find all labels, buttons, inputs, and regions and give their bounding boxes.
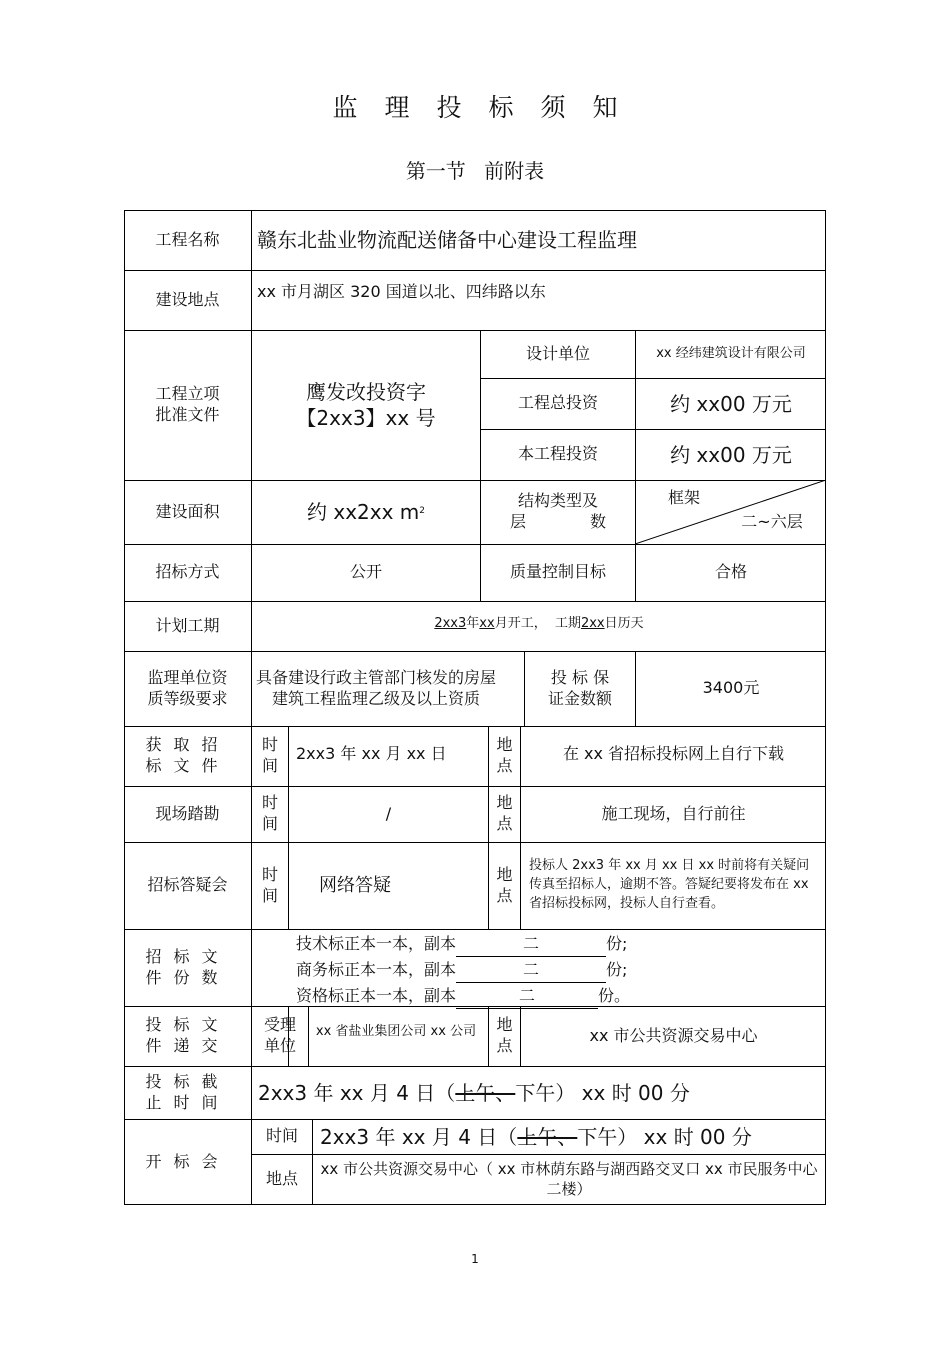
approval-value-line2: 【2xx3】xx 号 [296,406,436,430]
approval-value [252,330,480,480]
qa-label: 招标答疑会 [147,875,228,895]
site-visit-place-value: 施工现场，自行前往 [601,803,746,823]
bid-method-value: 公开 [349,562,382,582]
copies-line-qualification-text: 资格标正本一本，副本 [296,986,457,1005]
structure-floors-value: 二~六层 [741,511,803,531]
design-unit-value: xx 经纬建筑设计有限公司 [656,345,806,361]
deadline-label-line2: 止时间 [145,1092,230,1112]
copies-line-technical-count: 二 [456,931,606,957]
section-number: 第一节 [405,159,466,183]
structure-label-line2a: 层 [510,512,527,531]
location-label: 建设地点 [155,289,220,309]
qa-place-value: 投标人 2xx3 年 xx 月 xx 日 xx 时前将有关疑问传真至招标人，逾期不答。答疑纪要将发布在 xx 省招标投标网，投标人自行查看。 [529,858,810,911]
obtain-label-line2: 标文件 [145,756,230,775]
this-investment-label: 本工程投资 [517,444,598,464]
submit-place-label-line1: 地 [496,1015,513,1035]
qualification-label-line1: 监理单位资 [147,667,228,687]
structure-type-value: 框架 [667,487,700,507]
submit-recv-label-line2: 单位 [263,1036,296,1055]
project-name-label: 工程名称 [155,229,220,249]
copies-line-technical [296,931,716,957]
opening-time-b: 下午） xx 时 00 分 [577,1124,752,1149]
area-value [252,480,480,544]
deposit-label [525,651,635,726]
site-visit-place-label-line2: 点 [496,814,513,833]
submit-place-label-line2: 点 [496,1036,513,1055]
copies-line-commercial [296,957,716,983]
schedule-month-unit: 月开工， 工期 [494,615,581,631]
deadline-value-b: 下午） xx 时 00 分 [515,1080,690,1105]
obtain-label [124,726,251,786]
submit-label [124,1006,251,1066]
obtain-place-label [489,726,520,786]
deposit-label-line2: 证金数额 [547,688,612,708]
qa-place-label-line1: 地 [496,864,513,884]
qa-place-label-line2: 点 [496,885,513,905]
page-title: 监理投标须知 [332,93,645,122]
site-visit-time-value: / [385,803,392,823]
copies-line-qualification-count: 二 [456,983,598,1009]
submit-label-line2: 件递交 [145,1036,230,1055]
qa-time-label-line2: 间 [261,885,278,905]
copies-label [124,929,251,1006]
section-name: 前附表 [484,159,545,183]
section-title [0,155,950,184]
site-visit-time-label [252,786,288,842]
copies-line-commercial-unit: 份; [606,960,628,979]
approval-label [124,330,251,480]
submit-label-line1: 投标文 [145,1015,230,1035]
site-visit-time-label-line1: 时 [261,793,278,813]
schedule-year: 2xx3 [434,615,467,631]
page-number: 1 [471,1252,479,1266]
bid-method-label: 招标方式 [155,562,220,582]
approval-value-line1: 鹰发改投资字 [306,380,426,404]
schedule-month: xx [479,615,495,631]
approval-label-line2: 批准文件 [155,405,220,424]
deadline-value [258,1066,824,1119]
opening-place-label: 地点 [265,1169,298,1189]
opening-time-label: 时间 [265,1126,298,1146]
deadline-label [124,1066,251,1119]
submit-recv-label-line1: 受理 [263,1015,296,1035]
project-name-value: 赣东北盐业物流配送储备中心建设工程监理 [257,228,637,252]
qa-time-value: 网络答疑 [319,874,391,896]
submit-recv-label [252,1006,308,1066]
obtain-time-value: 2xx3 年 xx 月 xx 日 [296,743,447,763]
copies-line-commercial-text: 商务标正本一本，副本 [296,960,457,979]
location-value: xx 市月湖区 320 国道以北、四纬路以东 [257,281,546,301]
obtain-time-label [252,726,288,786]
submit-place-label [489,1006,520,1066]
submit-recv-value: xx 省盐业集团公司 xx 公司 [315,1023,477,1039]
copies-line-commercial-count: 二 [456,957,606,983]
schedule-days-unit: 日历天 [604,615,644,631]
qa-place-label [489,842,520,929]
opening-place-value: xx 市公共资源交易中心（ xx 市林荫东路与湖西路交叉口 xx 市民服务中心二楼） [320,1160,818,1198]
obtain-place-value: 在 xx 省招标投标网上自行下载 [562,743,785,763]
area-unit-sup: 2 [419,506,425,517]
obtain-time-label-line1: 时 [261,735,278,755]
schedule-label: 计划工期 [155,615,220,635]
structure-label-line2b: 数 [589,512,606,531]
area-value-text: 约 xx2xx m [307,500,420,524]
opening-time-value [320,1119,825,1154]
approval-label-line1: 工程立项 [155,384,220,404]
deposit-value: 3400元 [702,678,760,698]
obtain-time-label-line2: 间 [261,756,278,775]
opening-label: 开标会 [145,1151,230,1171]
copies-label-line1: 招标文 [145,946,230,966]
copies-line-qualification-unit: 份。 [598,986,631,1005]
copies-label-line2: 件份数 [145,967,230,987]
copies-list [296,931,716,1009]
structure-label-line1: 结构类型及 [517,491,598,511]
structure-label-line2 [510,512,606,533]
qa-time-label [252,842,288,929]
quality-target-label: 质量控制目标 [509,562,606,582]
obtain-label-line1: 获取招 [145,735,230,755]
site-visit-label: 现场踏勘 [155,803,220,823]
area-label: 建设面积 [155,501,220,521]
submit-place-value: xx 市公共资源交易中心 [589,1025,758,1045]
copies-line-technical-unit: 份; [606,934,628,953]
site-visit-place-label-line1: 地 [496,793,513,813]
qa-time-label-line1: 时 [261,864,278,884]
deadline-value-strike: 上午、 [455,1080,516,1105]
this-investment-value: 约 xx00 万元 [670,442,792,467]
deadline-label-line1: 投标截 [145,1071,230,1091]
qualification-value: 具备建设行政主管部门核发的房屋建筑工程监理乙级及以上资质 [256,667,497,708]
quality-target-value: 合格 [714,562,747,582]
opening-time-strike: 上午、 [517,1124,578,1149]
copies-line-technical-text: 技术标正本一本，副本 [296,934,457,953]
qualification-label-line2: 质等级要求 [147,688,228,708]
site-visit-time-label-line2: 间 [261,814,278,833]
design-unit-label: 设计单位 [525,343,590,363]
bid-info-table [124,210,826,1205]
obtain-place-label-line2: 点 [496,756,513,775]
schedule-days: 2xx [580,615,605,631]
schedule-year-unit: 年 [466,615,480,631]
obtain-place-label-line1: 地 [496,735,513,755]
structure-label [481,480,635,544]
total-investment-label: 工程总投资 [517,393,598,413]
total-investment-value: 约 xx00 万元 [670,391,792,416]
site-visit-place-label [489,786,520,842]
opening-time-a: 2xx3 年 xx 月 4 日（ [320,1124,518,1149]
qualification-label [124,651,251,726]
deposit-label-line1: 投 标 保 [550,667,610,687]
schedule-value [252,601,826,647]
deadline-value-a: 2xx3 年 xx 月 4 日（ [258,1080,456,1105]
